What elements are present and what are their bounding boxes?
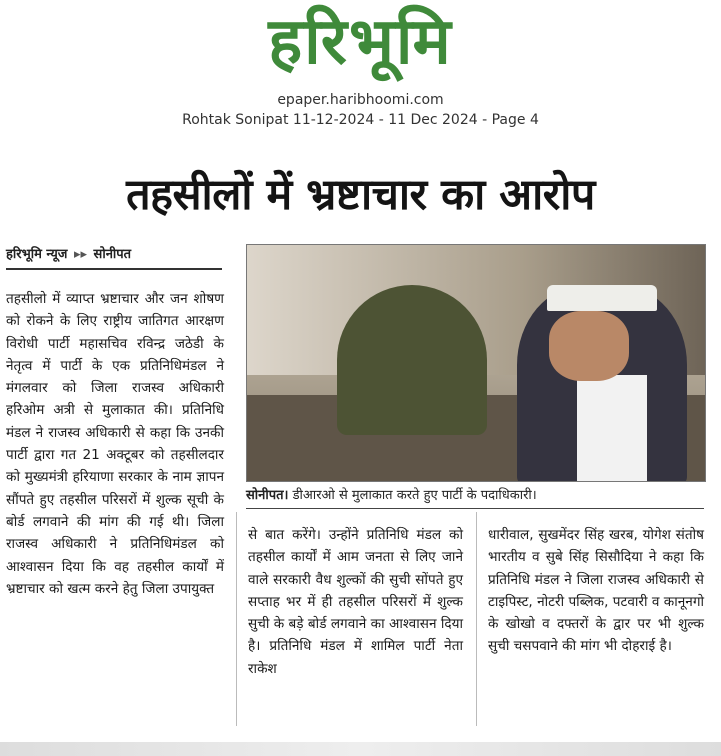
photo-caption: [246, 486, 704, 509]
column-2-text: से बात करेंगे। उन्होंने प्रतिनिधि मंडल को तहसील कार्यों में आम जनता से लिए जाने वाले सरकारी वैध शुल्कों की सुची सोंपते हुए सप्ताह भर में ही तहसील परिसरों में शुल्क सुची के बड़े बोर्ड लगवाने का आश्वासन दिया है। प्रतिनिधि मंडल में शामिल पार्टी नेता राकेश: [248, 527, 463, 677]
byline-place: सोनीपत: [93, 247, 132, 262]
photo-face: [549, 311, 629, 381]
column-1-text: तहसीलो में व्याप्त भ्रष्टाचार और जन शोषण को रोकने के लिए राष्ट्रीय जातिगत आरक्षण विरोधी पार्टी महासचिव रविन्द्र जठेडी के नेतृत्व में पार्टी के एक प्रतिनिधिमंडल ने मंगलवार को जिला राजस्व अधिकारी हरिओम अत्री से मुलाकात की। प्रतिनिधि मंडल ने राजस्व अधिकारी से कहा कि उनकी पार्टी द्वारा गत 21 अक्टूबर को तहसीलदार को मुख्यमंत्री हरियाणा सरकार के नाम ज्ञापन सौंपते हुए तहसील परिसरों में शुल्क सूची के बोर्ड लगवाने की मांग की गई थी। जिला राजस्व अधिकारी ने प्रतिनिधिमंडल को आश्वासन दिया कि वह तहसील कार्यों में भ्रष्टाचार को खत्म करने हेतु जिला उपायुक्त: [6, 291, 224, 597]
newspaper-logo: हरिभूमि: [268, 5, 453, 79]
article-headline: तहसीलों में भ्रष्टाचार का आरोप: [126, 170, 595, 220]
byline: [6, 244, 222, 270]
news-photo: [246, 244, 706, 482]
byline-arrows-icon: ▸▸: [73, 247, 88, 262]
photo-shirt: [577, 375, 647, 482]
masthead: [0, 0, 721, 150]
byline-source: हरिभूमि न्यूज: [6, 247, 68, 262]
article-column-1: [6, 288, 224, 728]
column-3-text: धारीवाल, सुखमेंदर सिंह खरब, योगेश संतोष भारतीय व सुबे सिंह सिसौदिया ने कहा कि प्रतिनिधि मंडल ने जिला राजस्व अधिकारी से टाइपिस्ट, नोटरी पब्लिक, पटवारी व कानूनगो के खोखो व दफ्तरों के द्वार पर भी शुल्क सुची चसपवाने की मांग भी दोहराई है।: [488, 527, 704, 655]
column-divider-2: [476, 512, 477, 726]
page-bottom-strip: [0, 742, 721, 756]
photo-cap: [547, 285, 657, 311]
caption-text: डीआरओ से मुलाकात करते हुए पार्टी के पदाधिकारी।: [288, 488, 537, 503]
column-divider-1: [236, 512, 237, 726]
site-url[interactable]: epaper.haribhoomi.com: [277, 92, 444, 108]
article-column-3: [488, 524, 704, 724]
caption-place: सोनीपत।: [246, 488, 289, 503]
photo-officer: [337, 285, 487, 435]
edition-info: Rohtak Sonipat 11-12-2024 - 11 Dec 2024 - Page 4: [182, 112, 539, 128]
article-column-2: [248, 524, 463, 724]
